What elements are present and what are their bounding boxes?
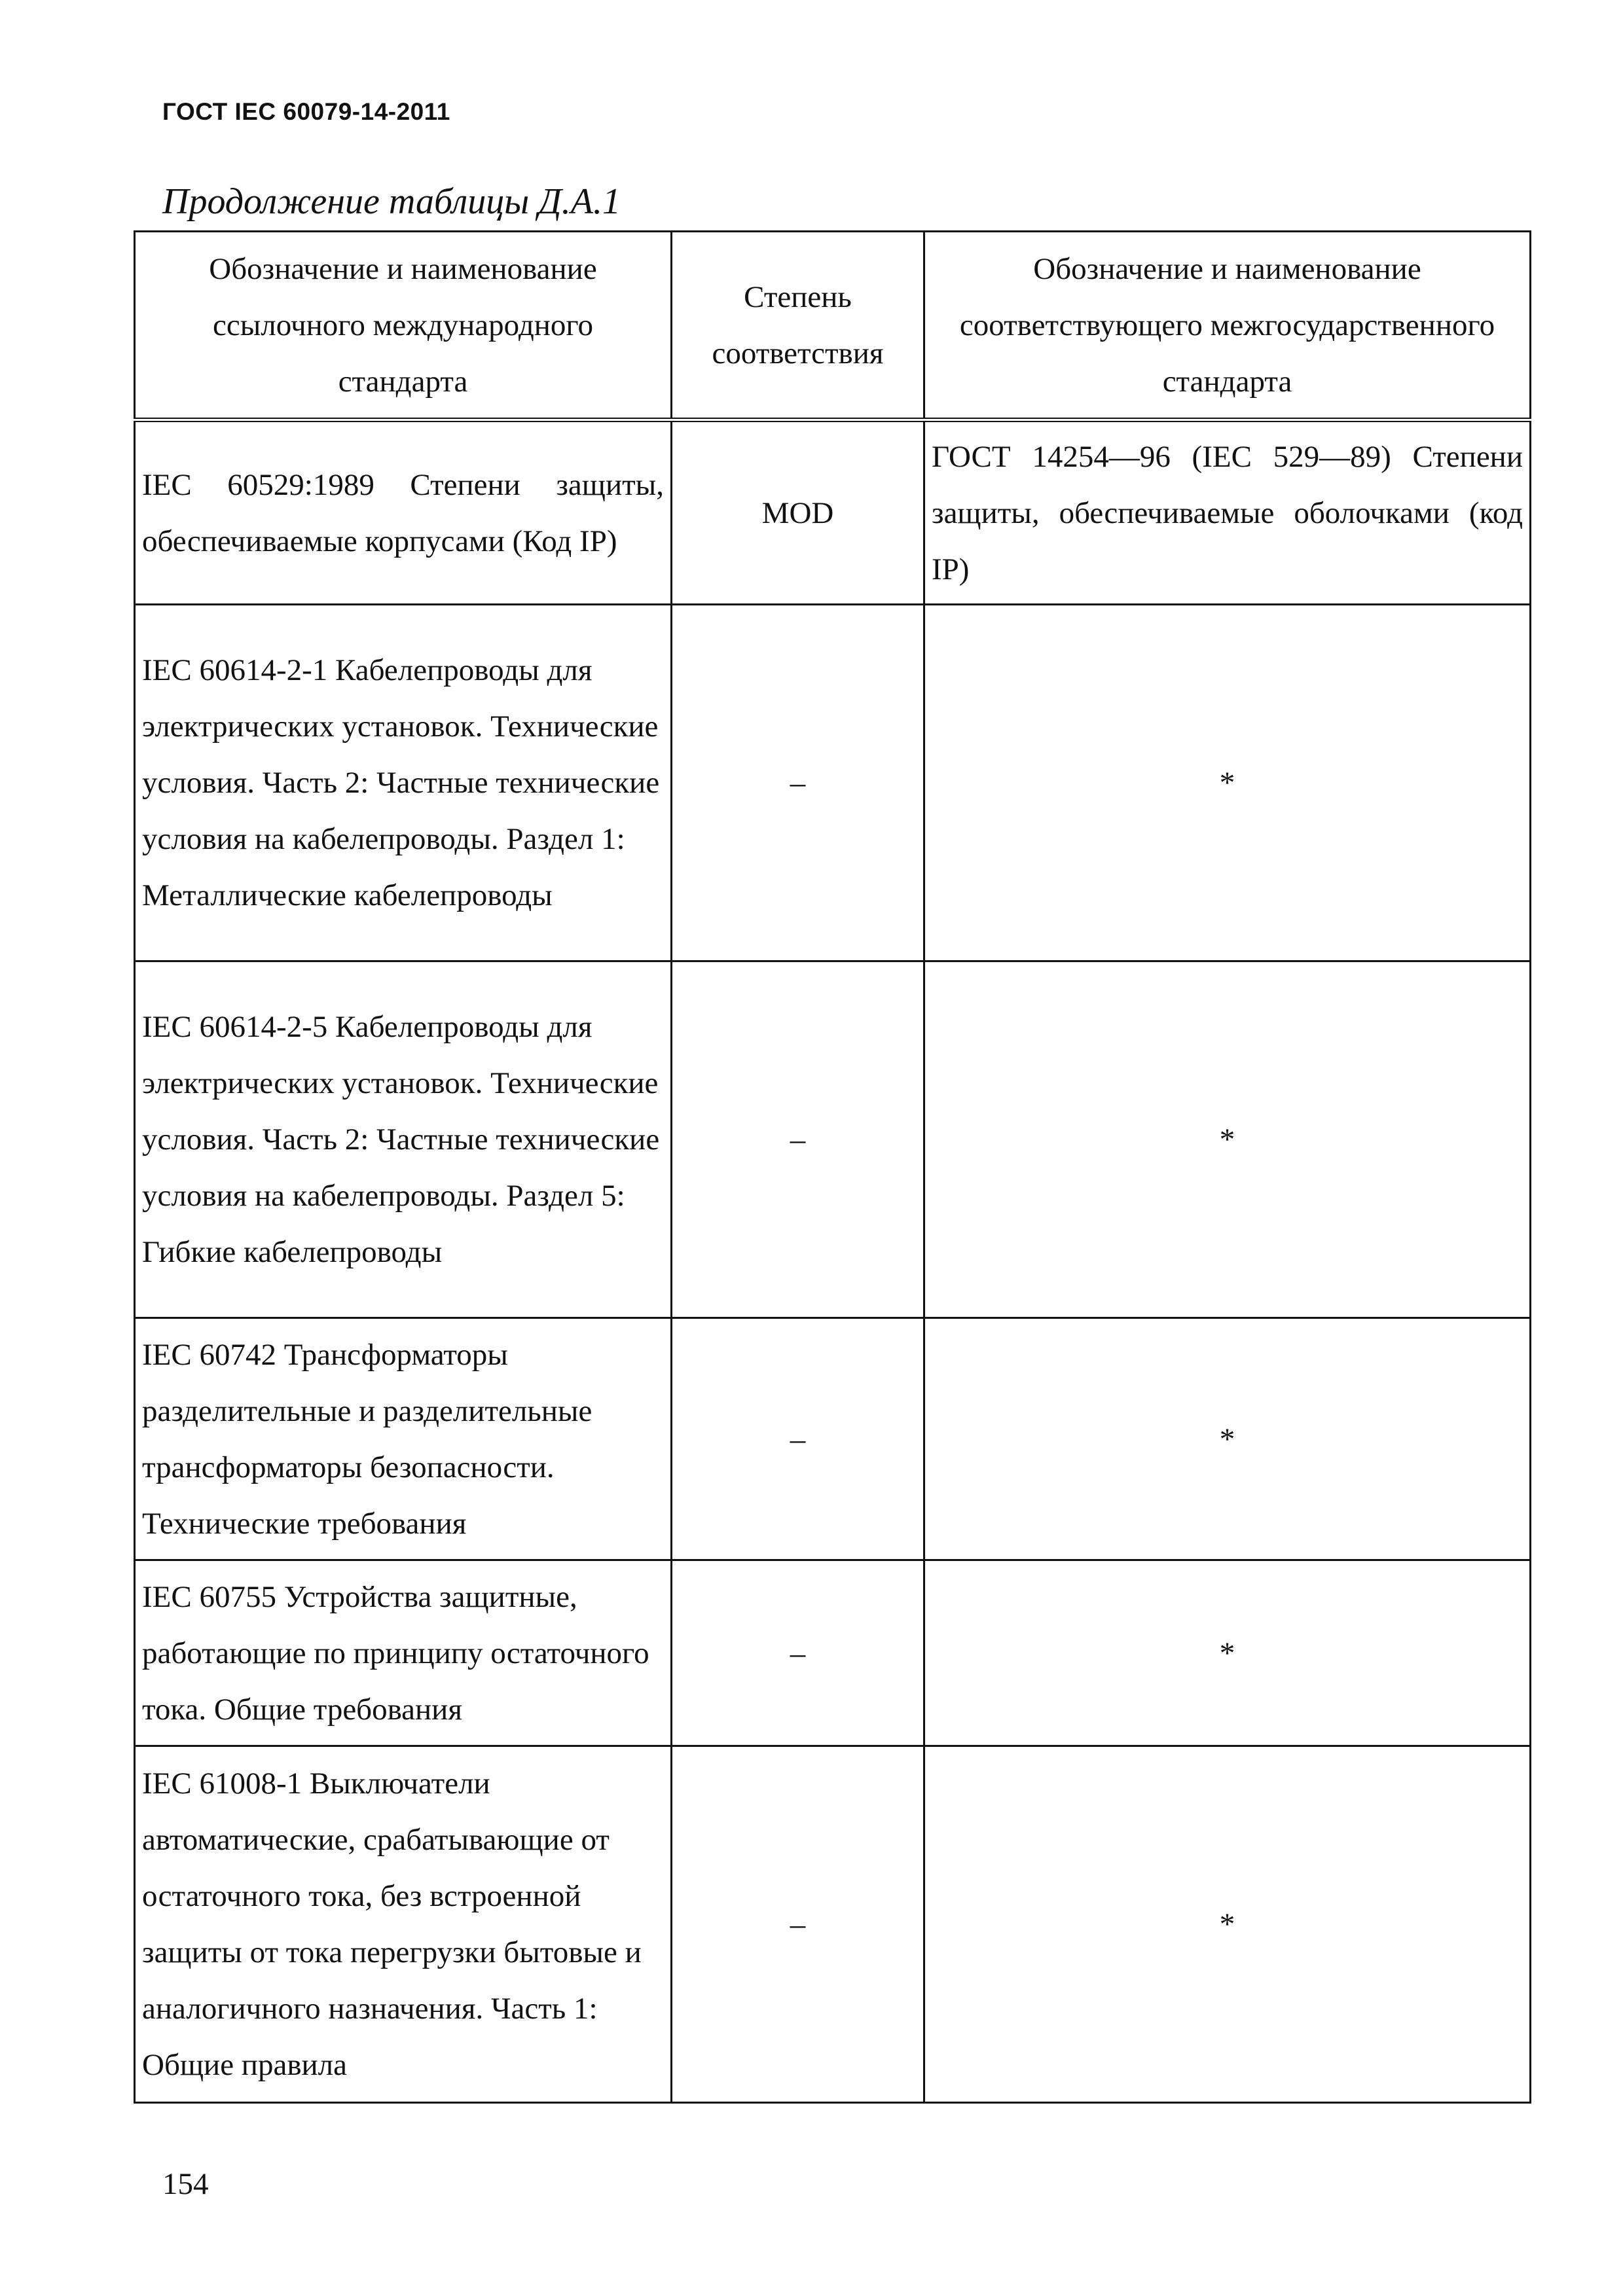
gost-standard-cell: *	[924, 1560, 1531, 1746]
reference-standard-cell: IEC 60614-2-5 Кабелепроводы для электрических установок. Технические условия. Часть 2: Частные технические условия на кабелепроводы. Раздел 5: Гибкие кабелепроводы	[135, 961, 672, 1318]
gost-standard-cell: *	[924, 1746, 1531, 2103]
table-row	[135, 420, 1531, 605]
degree-cell: –	[672, 605, 924, 961]
gost-standard-cell: *	[924, 1318, 1531, 1560]
degree-cell: –	[672, 1560, 924, 1746]
table-header-row	[135, 232, 1531, 420]
degree-cell: –	[672, 961, 924, 1318]
reference-standard-cell: IEC 60755 Устройства защитные, работающие по принципу остаточного тока. Общие требования	[135, 1560, 672, 1746]
table-caption: Продолжение таблицы Д.А.1	[162, 181, 621, 222]
reference-standard-cell: IEC 61008-1 Выключатели автоматические, срабатывающие от остаточного тока, без встроенной защиты от тока перегрузки бытовые и аналогичного назначения. Часть 1: Общие правила	[135, 1746, 672, 2103]
column-header-gost: Обозначение и наименование соответствующего межгосударственного стандарта	[924, 232, 1531, 420]
column-header-degree: Степень соответствия	[672, 232, 924, 420]
table-row	[135, 961, 1531, 1318]
table-row	[135, 1318, 1531, 1560]
reference-standard-cell: IEC 60742 Трансформаторы разделительные и разделительные трансформаторы безопасности. Технические требования	[135, 1318, 672, 1560]
reference-standard-cell: IEC 60614-2-1 Кабелепроводы для электрических установок. Технические условия. Часть 2: Частные технические условия на кабелепроводы. Раздел 1: Металлические кабелепроводы	[135, 605, 672, 961]
page-number: 154	[162, 2167, 209, 2201]
degree-cell: –	[672, 1318, 924, 1560]
table-row	[135, 1560, 1531, 1746]
column-header-reference: Обозначение и наименование ссылочного международного стандарта	[135, 232, 672, 420]
gost-standard-cell: *	[924, 961, 1531, 1318]
gost-standard-cell: ГОСТ 14254—96 (IEC 529—89) Степени защиты, обеспечиваемые оболочками (код IP)	[924, 420, 1531, 605]
standards-correspondence-table	[134, 230, 1531, 2104]
document-code-header: ГОСТ IEC 60079-14-2011	[162, 98, 450, 125]
table-row	[135, 1746, 1531, 2103]
degree-cell: MOD	[672, 420, 924, 605]
degree-cell: –	[672, 1746, 924, 2103]
gost-standard-cell: *	[924, 605, 1531, 961]
reference-standard-cell: IEC 60529:1989 Степени защиты, обеспечиваемые корпусами (Код IP)	[135, 420, 672, 605]
table-row	[135, 605, 1531, 961]
